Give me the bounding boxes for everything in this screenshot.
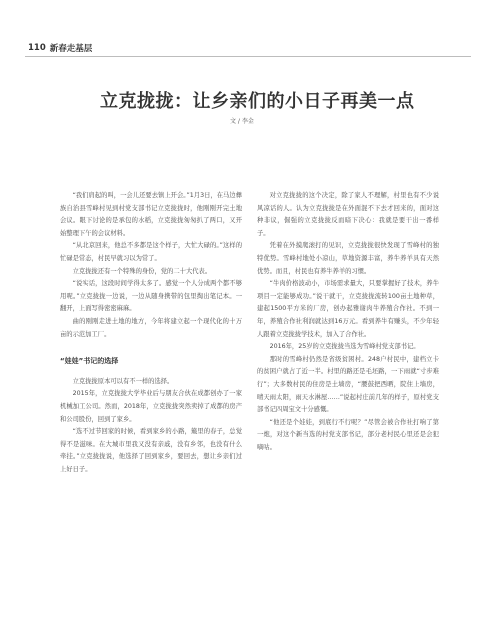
paragraph: 2016年，25岁的立克拢拢当选为雪峰村党支部书记。 [269,343,420,351]
subheading: “娃娃”书记的选择 [60,357,119,366]
paragraph: 立克拢拢还有一个特殊的身份，党的二十大代表。 [72,267,212,275]
right-column [257,190,439,454]
paragraph: 2015年，立克拢拢大学毕业后与朋友合伙在成都创办了一家机械加工公司。然而，2018年，立克拢拢突然卖掉了成都的房产和公司股份，回到了家乡。 [60,390,242,423]
paragraph: 曲的刚刚走进土地的地方，今年将建立起一个现代化的十万亩的示范加工厂。 [60,317,242,338]
paragraph: “牛肉价格波动小，市场需求量大，只要掌握好了技术，养牛项目一定能够成功。”说干就干，立克拢拢流转100亩土地种草，建起1500平方米的厂房，创办起雅谢肉牛养殖合作社。不到一年，养殖合作社利润就达到16万元。看到养牛有赚头，不少年轻人跟着立克拢拢学技术，加入了合作社。 [257,280,439,338]
paragraph: 凭着在外摸爬滚打的见识，立克拢拢很快发现了雪峰村的独特优势。雪峰村地处小凉山，草地资源丰富，养牛养羊具有天然优势。而且，村民也有养牛养羊的习惯。 [257,242,439,275]
paragraph: “从北京回来，他总不多都是这个样子，大忙大碌的。”这样的忙碌是常态，村民早就习以为常了。 [60,242,242,262]
paragraph: “他还是个娃娃，到底行不行呢？”尽管会被合作社打响了第一炮，对这个新当选的村党支部书记，部分老村民心里还是会犯嘀咕。 [257,418,439,451]
section-title: 新春走基层 [49,44,93,54]
paragraph: “选不过节回家的时候，看到家乡的小路，簸里的春子，总觉得不是滋味。在大城市里我又没有亲戚，没有乡邻，也没有什么牵挂。”立克拢拢说，他选择了回到家乡，要回去，想让乡亲们过上好日子。 [60,428,242,473]
article-author: 文 / 李金 [230,118,254,125]
paragraph: 对立克拢拢的这个决定，除了家人不理解，村里也有不少说风凉话的人。认为立克拢拢是在外面混不下去才回来的，面对这种非议，倔强的立克拢拢反而暗下决心：我就是要干出一番样子。 [257,192,439,237]
paragraph: “说实话，这段时间学得太多了。感觉一个人分成两个都不够用呢。”立克拢拢一边说，一边从随身携带的包里掏出笔记本。一翻开，上面写得密密麻麻。 [60,280,242,313]
page-header [28,41,92,55]
header-rule [25,56,471,57]
paragraph: 立克拢拢原本可以有不一样的选择。 [72,377,174,385]
left-column [60,190,242,476]
page-number: 110 [28,43,46,53]
paragraph: 那时的雪峰村仍然是省级贫困村。248户村民中，建档立卡的贫困户就占了近一半。村里的路还是毛坯路，一下雨就“寸步难行”；大多数村民的住房是土墙房，“腰鼓把西晒，院住上墙房，晴天雨太阳，雨天水淋屋……”说起村庄前几年的样子，原村党支部书记四周宝文十分感慨。 [257,355,439,414]
article-title: 立克拢拢：让乡亲们的小日子再美一点 [100,91,415,112]
paragraph: “我们肩起的叫，一会儿还要去镇上开会。”1月3日，在马边彝族自治县雪峰村见到村党支部书记立克拢拢时，他刚刚开完土地会议。眼下讨论的是承包的水稻，立克拢拢匆匆扒了两口，又开始整理下午的会议材料。 [60,192,242,237]
